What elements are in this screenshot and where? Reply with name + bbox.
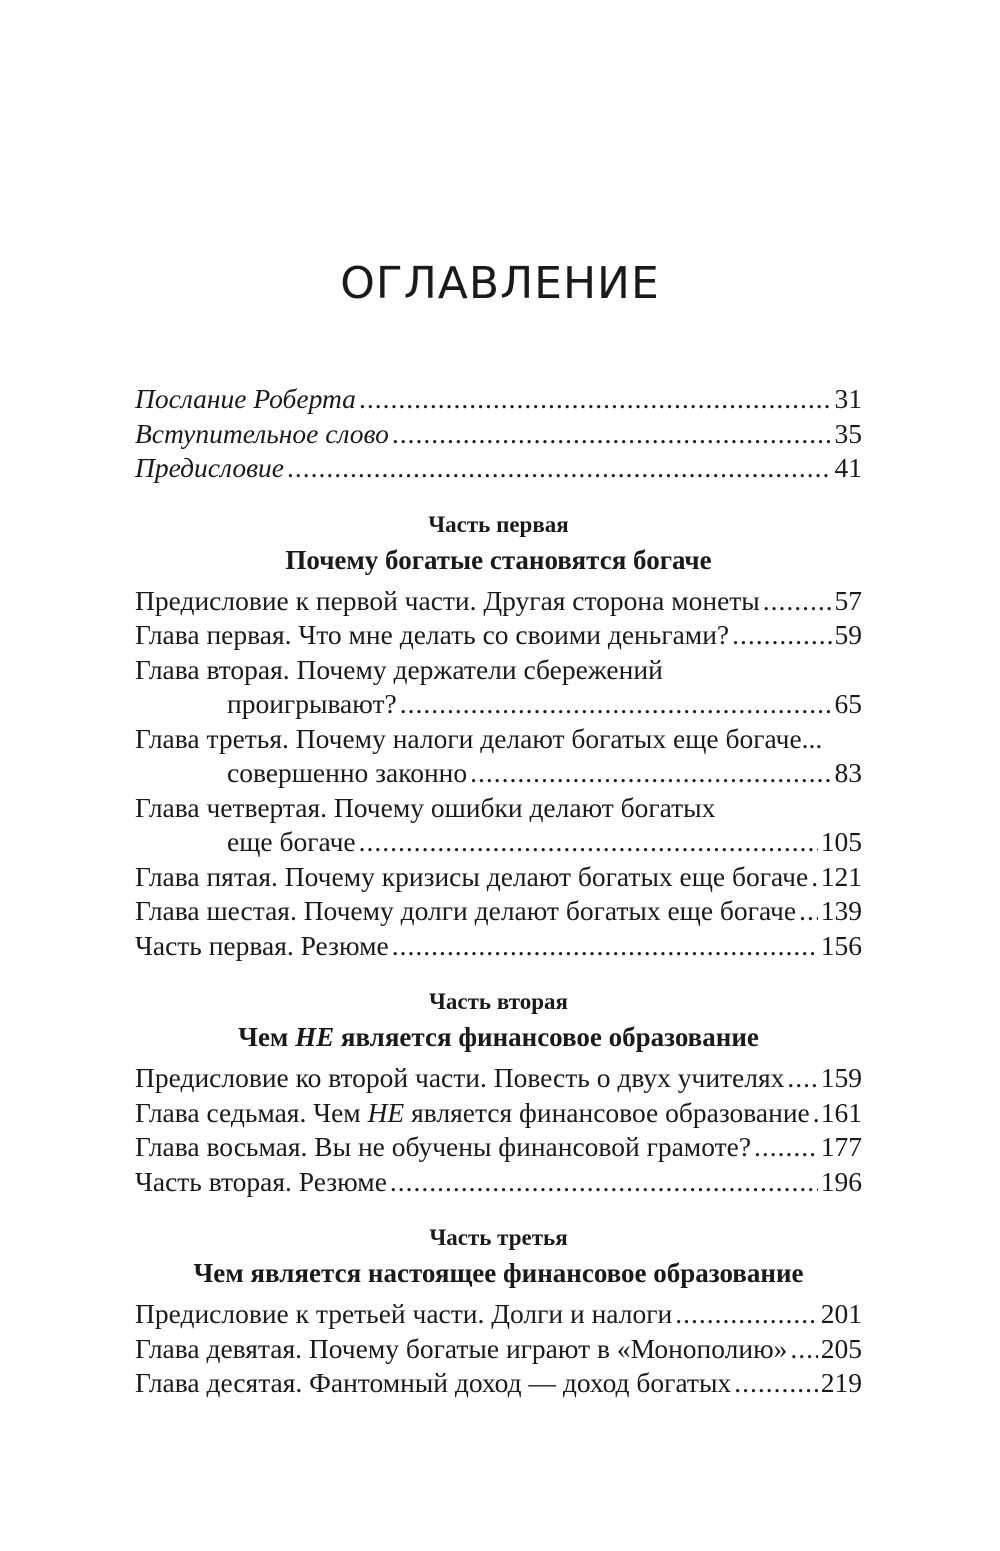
toc-entry-page: 105 [820,826,862,857]
part-name-emphasis: НЕ [295,1022,335,1052]
toc-entry-page: 31 [834,383,862,414]
toc-entry-title-pre: Глава седьмая. Чем [135,1096,368,1128]
toc-entry [135,929,862,964]
toc-entry-page: 83 [834,757,862,788]
toc-entry [135,382,862,417]
part-label: Часть третья [429,1225,568,1250]
toc-entry-title: совершенно законно [227,757,468,788]
toc-entry-title: Глава шестая. Почему долги делают богатых еще богаче [135,895,797,926]
toc-entry-title-emphasis: НЕ [367,1096,405,1128]
toc-entry [135,860,862,895]
toc-entry [135,618,862,653]
toc-entry-title: Часть вторая. Резюме [135,1165,387,1197]
toc-entry-title: Глава восьмая. Вы не обучены финансовой грамоте? [135,1131,752,1162]
toc-entry-first-line: Глава третья. Почему налоги делают богатых еще богаче... [135,722,823,754]
toc-entry-page: 35 [834,417,862,449]
dot-leader [392,929,818,964]
toc-entry [135,584,862,619]
toc-entry [135,894,862,929]
toc-entry-page: 41 [834,452,862,483]
toc-entry [135,1366,862,1401]
dot-leader [359,825,818,860]
dot-leader [470,756,831,791]
toc-entry-page: 121 [820,860,862,892]
dot-leader [799,894,818,929]
dot-leader [359,382,832,417]
page-title: ОГЛАВЛЕНИЕ [340,258,660,309]
dot-leader [732,618,831,653]
dot-leader [287,451,832,486]
part-heading [135,508,862,578]
toc-entry-page: 196 [820,1165,862,1197]
toc-entry-title: проигрывают? [227,688,397,719]
part-heading [135,985,862,1055]
dot-leader [763,584,832,619]
part-name-post: является финансовое образование [334,1022,759,1052]
dot-leader [813,1096,818,1131]
toc-entry-title: Глава десятая. Фантомный доход — доход богатых [135,1367,732,1398]
toc-entry [135,451,862,486]
part-label: Часть вторая [429,989,568,1014]
toc-entry-page: 57 [834,584,862,616]
dot-leader [400,687,832,722]
toc-entry [135,1332,862,1367]
toc-entry-title: Глава первая. Что мне делать со своими деньгами? [135,619,730,650]
toc-entry-title: Предисловие к первой части. Другая сторона монеты [135,584,760,616]
toc-entry-page: 156 [820,929,862,961]
part-name-pre: Чем [238,1022,296,1052]
dot-leader [675,1297,818,1332]
table-of-contents [135,382,862,1401]
dot-leader [390,1165,818,1200]
toc-entry-page: 177 [820,1131,862,1162]
toc-entry-first-line: Глава вторая. Почему держатели сбережений [135,653,663,685]
part-name: Почему богатые становятся богаче [285,544,712,575]
toc-entry [135,1297,862,1332]
toc-entry [135,756,862,791]
part-name: Чем является настоящее финансовое образование [193,1258,804,1288]
toc-entry-title: Послание Роберта [135,383,356,414]
toc-entry-page: 161 [820,1096,862,1128]
toc-entry-title: Глава пятая. Почему кризисы делают богатых еще богаче [135,860,809,892]
toc-entry-page: 219 [820,1367,862,1398]
toc-entry-title: Предисловие ко второй части. Повесть о двух учителях [135,1062,785,1093]
toc-entry [135,1096,862,1131]
toc-entry-title-post: является финансовое образование [404,1096,810,1128]
toc-entry [135,825,862,860]
toc-entry-page: 65 [834,688,862,719]
toc-entry-page: 205 [820,1332,862,1364]
toc-entry-title: еще богаче [227,826,356,857]
toc-entry [135,1165,862,1200]
toc-entry [135,1061,862,1096]
toc-entry-title: Предисловие к третьей части. Долги и налоги [135,1298,673,1329]
toc-entry-first-line: Глава четвертая. Почему ошибки делают богатых [135,791,716,823]
part-name [135,1019,862,1055]
toc-entry-title: Глава девятая. Почему богатые играют в «Монополию» [135,1332,788,1364]
dot-leader [787,1061,817,1096]
part-heading [135,1221,862,1291]
toc-entry-page: 139 [820,895,862,926]
toc-entry-page: 201 [820,1298,862,1329]
toc-entry-title: Предисловие [135,452,284,483]
dot-leader [754,1130,818,1165]
toc-entry-page: 159 [820,1062,862,1093]
dot-leader [734,1366,818,1401]
toc-entry [135,687,862,722]
toc-entry [135,417,862,452]
dot-leader [811,860,818,895]
toc-entry-title: Вступительное слово [135,417,389,449]
dot-leader [790,1332,817,1367]
toc-entry [135,1130,862,1165]
toc-entry-title [135,1096,810,1131]
toc-entry-title: Часть первая. Резюме [135,929,389,961]
part-label: Часть первая [428,511,569,537]
toc-entry-page: 59 [834,619,862,650]
dot-leader [392,417,832,452]
